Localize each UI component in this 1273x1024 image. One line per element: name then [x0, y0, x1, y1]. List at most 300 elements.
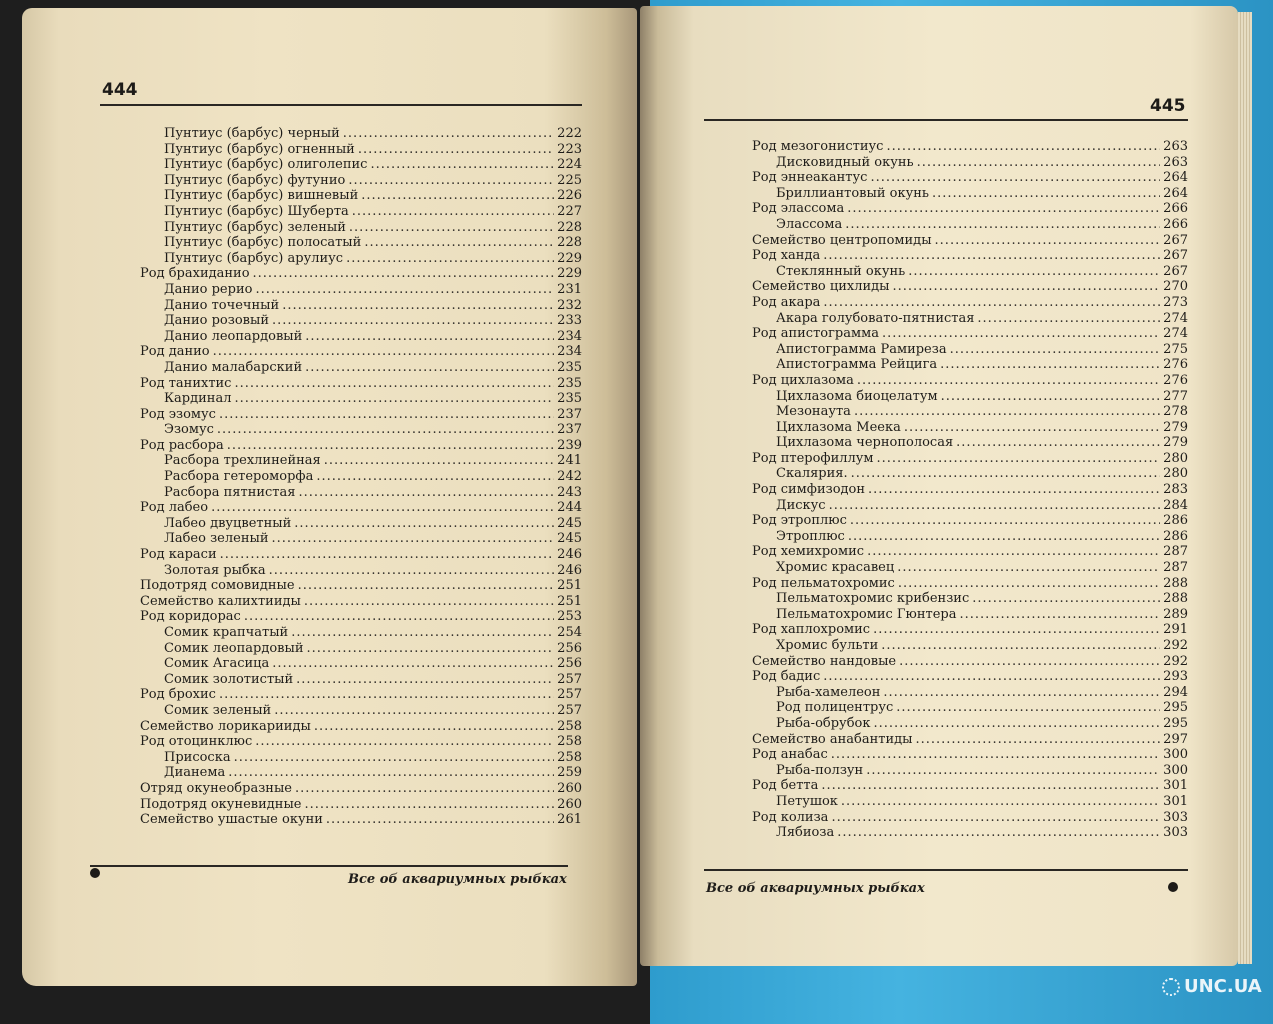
entry-title: Цихлазома чернополосая — [776, 435, 954, 451]
entry-title: Род птерофиллум — [752, 450, 874, 466]
entry-page-number: 286 — [1163, 528, 1188, 544]
entry-page-number: 276 — [1163, 357, 1188, 373]
index-list — [140, 126, 582, 828]
entry-page-number: 242 — [557, 469, 582, 485]
entry-title: Род караси — [140, 547, 217, 563]
entry-page-number: 295 — [1163, 700, 1188, 716]
entry-page-number: 270 — [1163, 279, 1188, 295]
entry-title: Лябиоза — [776, 825, 835, 841]
index-entry — [140, 453, 582, 469]
entry-title: Этроплюс — [776, 528, 845, 544]
dot-leader — [893, 279, 1161, 295]
entry-title: Хромис бульти — [776, 638, 879, 653]
index-entry — [140, 157, 582, 173]
entry-page-number: 256 — [557, 640, 582, 656]
index-entry — [140, 438, 582, 454]
index-entry — [140, 812, 582, 828]
entry-title: Расбора трехлинейная — [164, 453, 321, 469]
entry-title: Род эзомус — [140, 406, 216, 422]
entry-page-number: 245 — [557, 531, 582, 547]
dot-leader — [821, 778, 1160, 794]
dot-leader — [234, 750, 555, 766]
entry-page-number: 260 — [557, 796, 582, 812]
dot-leader — [294, 516, 554, 532]
entry-page-number: 260 — [557, 780, 582, 796]
dot-leader — [370, 157, 554, 173]
entry-title: Подотряд сомовидные — [140, 578, 295, 594]
index-entry — [140, 235, 582, 251]
index-entry — [752, 810, 1188, 826]
watermark — [1162, 976, 1262, 997]
entry-title: Лабео двуцветный — [164, 515, 292, 531]
entry-title: Семейство нандовые — [752, 653, 897, 669]
dot-leader — [244, 609, 554, 625]
index-entry — [752, 264, 1188, 280]
dot-leader — [213, 344, 555, 360]
entry-title: Расбора гетероморфа — [164, 469, 314, 485]
entry-page-number: 258 — [557, 734, 582, 750]
index-entry — [140, 500, 582, 516]
dot-leader — [314, 719, 554, 735]
dot-leader — [882, 326, 1160, 342]
entry-page-number: 280 — [1163, 450, 1188, 466]
entry-page-number: 229 — [557, 266, 582, 282]
entry-page-number: 257 — [557, 671, 582, 687]
dot-leader — [837, 825, 1160, 841]
entry-page-number: 267 — [1163, 232, 1188, 248]
index-entry — [140, 625, 582, 641]
dot-leader — [364, 235, 554, 251]
dot-leader — [904, 420, 1160, 436]
index-entry — [752, 669, 1188, 685]
index-entry — [140, 485, 582, 501]
index-entry — [140, 329, 582, 345]
entry-page-number: 277 — [1163, 388, 1188, 404]
entry-page-number: 289 — [1163, 606, 1188, 622]
index-entry — [752, 732, 1188, 748]
index-entry — [752, 357, 1188, 373]
entry-page-number: 266 — [1163, 216, 1188, 232]
index-entry — [140, 797, 582, 813]
entry-title: Отряд окунеобразные — [140, 780, 292, 796]
entry-page-number: 229 — [557, 250, 582, 266]
entry-page-number: 264 — [1163, 170, 1188, 186]
dot-leader — [272, 531, 555, 547]
entry-page-number: 231 — [557, 281, 582, 297]
dot-leader — [295, 781, 554, 797]
entry-title: Данио малабарский — [164, 359, 303, 375]
index-entry — [140, 142, 582, 158]
dot-leader — [217, 422, 554, 438]
entry-page-number: 280 — [1163, 466, 1188, 482]
dot-leader — [304, 594, 554, 610]
entry-page-number: 287 — [1163, 560, 1188, 576]
index-entry — [752, 342, 1188, 358]
entry-title: Род цихлазома — [752, 372, 854, 388]
entry-title: Род данио — [140, 344, 210, 360]
dot-leader — [935, 233, 1161, 249]
dot-leader — [227, 438, 554, 454]
dot-leader — [959, 607, 1160, 623]
entry-title: Хромис красавец — [776, 560, 895, 576]
index-entry — [140, 703, 582, 719]
dot-leader — [831, 747, 1160, 763]
index-entry — [140, 609, 582, 625]
entry-page-number: 276 — [1163, 372, 1188, 388]
dot-leader — [941, 389, 1161, 405]
entry-title: Сомик зеленый — [164, 702, 272, 718]
dot-leader — [868, 482, 1160, 498]
index-entry — [140, 407, 582, 423]
entry-page-number: 245 — [557, 515, 582, 531]
entry-page-number: 263 — [1163, 139, 1188, 154]
dot-leader — [956, 435, 1160, 451]
entry-title: Сомик леопардовый — [164, 640, 304, 656]
dot-leader — [873, 622, 1160, 638]
entry-page-number: 294 — [1163, 684, 1188, 700]
sunburst-icon — [1162, 978, 1180, 996]
bullet-icon — [90, 868, 100, 878]
entry-page-number: 237 — [557, 406, 582, 422]
dot-leader — [253, 266, 555, 282]
index-entry — [140, 734, 582, 750]
entry-title: Род коридорас — [140, 609, 241, 625]
entry-title: Пунтиус (барбус) арулиус — [164, 250, 344, 266]
dot-leader — [228, 765, 554, 781]
entry-page-number: 253 — [557, 609, 582, 625]
dot-leader — [291, 625, 554, 641]
dot-leader — [915, 732, 1160, 748]
dot-leader — [298, 578, 555, 594]
index-entry — [752, 482, 1188, 498]
index-entry — [752, 654, 1188, 670]
entry-title: Данио леопардовый — [164, 328, 303, 344]
index-entry — [140, 126, 582, 142]
dot-leader — [823, 295, 1160, 311]
index-entry — [752, 794, 1188, 810]
dot-leader — [972, 591, 1160, 607]
index-entry — [140, 531, 582, 547]
left-page — [22, 8, 637, 986]
entry-page-number: 254 — [557, 625, 582, 640]
dot-leader — [352, 204, 554, 220]
index-list — [752, 139, 1188, 841]
entry-title: Апистограмма Рейцига — [776, 357, 938, 373]
footer-rule — [90, 865, 568, 867]
dot-leader — [977, 311, 1160, 327]
dot-leader — [917, 155, 1161, 171]
entry-title: Род полицентрус — [776, 700, 894, 716]
entry-title: Кардинал — [164, 391, 232, 407]
watermark-text: UNC.UA — [1184, 976, 1262, 997]
index-entry — [140, 266, 582, 282]
entry-title: Бриллиантовый окунь — [776, 185, 929, 201]
index-entry — [752, 591, 1188, 607]
entry-title: Присоска — [164, 749, 231, 765]
index-entry — [140, 188, 582, 204]
entry-title: Пунтиус (барбус) олиголепис — [164, 157, 368, 173]
entry-title: Род апистограмма — [752, 326, 879, 342]
entry-page-number: 279 — [1163, 435, 1188, 451]
entry-title: Стеклянный окунь — [776, 263, 906, 279]
entry-title: Семейство ушастые окуни — [140, 812, 323, 828]
dot-leader — [854, 404, 1160, 420]
dot-leader — [841, 794, 1160, 810]
entry-title: Цихлазома Меека — [776, 419, 901, 435]
entry-page-number: 233 — [557, 313, 582, 329]
dot-leader — [348, 173, 554, 189]
index-entry — [752, 373, 1188, 389]
entry-page-number: 246 — [557, 547, 582, 563]
index-entry — [752, 544, 1188, 560]
entry-page-number: 237 — [557, 422, 582, 438]
index-entry — [140, 516, 582, 532]
entry-page-number: 274 — [1163, 326, 1188, 342]
index-entry — [140, 719, 582, 735]
dot-leader — [847, 201, 1160, 217]
entry-title: Пельматохромис крибензис — [776, 591, 970, 607]
entry-title: Скалярия. — [776, 466, 848, 482]
bullet-icon — [1168, 882, 1178, 892]
entry-title: Род бадис — [752, 669, 821, 685]
entry-title: Пунтиус (барбус) зеленый — [164, 219, 346, 235]
entry-title: Сомик золотистый — [164, 671, 294, 687]
entry-title: Пунтиус (барбус) Шуберта — [164, 203, 349, 219]
entry-page-number: 235 — [557, 391, 582, 407]
entry-page-number: 227 — [557, 203, 582, 219]
entry-page-number: 295 — [1163, 715, 1188, 731]
index-entry — [752, 529, 1188, 545]
index-entry — [752, 233, 1188, 249]
index-entry — [752, 716, 1188, 732]
dot-leader — [219, 687, 554, 703]
dot-leader — [296, 672, 554, 688]
entry-title: Апистограмма Рамиреза — [776, 341, 947, 357]
index-entry — [752, 700, 1188, 716]
index-entry — [752, 295, 1188, 311]
footer-rule — [704, 869, 1188, 871]
index-entry — [140, 391, 582, 407]
index-entry — [752, 778, 1188, 794]
entry-page-number: 256 — [557, 656, 582, 672]
entry-title: Расбора пятнистая — [164, 484, 296, 500]
dot-leader — [349, 220, 554, 236]
entry-title: Семейство цихлиды — [752, 279, 890, 295]
dot-leader — [899, 654, 1160, 670]
index-entry — [140, 469, 582, 485]
dot-leader — [932, 186, 1160, 202]
entry-title: Мезонаута — [776, 404, 851, 420]
dot-leader — [896, 700, 1160, 716]
index-entry — [140, 313, 582, 329]
dot-leader — [316, 469, 554, 485]
dot-leader — [877, 451, 1161, 467]
index-entry — [140, 204, 582, 220]
running-footer: Все об аквариумных рыбках — [348, 872, 567, 887]
index-entry — [752, 560, 1188, 576]
entry-title: Род брохис — [140, 687, 216, 703]
index-entry — [140, 547, 582, 563]
entry-page-number: 279 — [1163, 419, 1188, 435]
entry-title: Подотряд окуневидные — [140, 796, 302, 812]
dot-leader — [950, 342, 1161, 358]
index-entry — [140, 282, 582, 298]
index-entry — [752, 248, 1188, 264]
entry-page-number: 267 — [1163, 263, 1188, 279]
entry-title: Семейство центропомиды — [752, 232, 932, 248]
entry-page-number: 301 — [1163, 778, 1188, 794]
entry-title: Элассома — [776, 216, 843, 232]
entry-title: Род колиза — [752, 809, 829, 825]
entry-title: Цихлазома биоцелатум — [776, 388, 938, 404]
header-rule — [704, 119, 1188, 121]
index-entry — [140, 220, 582, 236]
entry-title: Род пельматохромис — [752, 575, 895, 591]
entry-title: Род ханда — [752, 248, 821, 264]
entry-title: Род акара — [752, 294, 821, 310]
dot-leader — [886, 139, 1160, 155]
entry-page-number: 286 — [1163, 513, 1188, 529]
dot-leader — [269, 563, 555, 579]
entry-page-number: 234 — [557, 344, 582, 360]
dot-leader — [850, 513, 1160, 529]
entry-title: Рыба-обрубок — [776, 715, 871, 731]
dot-leader — [343, 126, 554, 142]
dot-leader — [867, 544, 1160, 560]
index-entry — [752, 825, 1188, 841]
dot-leader — [870, 170, 1160, 186]
entry-title: Акара голубовато-пятнистая — [776, 310, 975, 326]
entry-title: Данио точечный — [164, 297, 280, 313]
index-entry — [140, 376, 582, 392]
entry-page-number: 232 — [557, 297, 582, 313]
dot-leader — [823, 669, 1160, 685]
index-entry — [752, 685, 1188, 701]
dot-leader — [255, 734, 554, 750]
dot-leader — [274, 703, 554, 719]
entry-title: Золотая рыбка — [164, 562, 266, 578]
entry-page-number: 303 — [1163, 809, 1188, 825]
dot-leader — [361, 188, 554, 204]
entry-page-number: 251 — [557, 578, 582, 594]
dot-leader — [282, 298, 554, 314]
entry-page-number: 258 — [557, 718, 582, 734]
running-footer: Все об аквариумных рыбках — [706, 881, 925, 896]
header-rule — [100, 104, 582, 106]
entry-page-number: 293 — [1163, 669, 1188, 685]
dot-leader — [326, 812, 554, 828]
entry-title: Петушок — [776, 793, 838, 809]
entry-page-number: 225 — [557, 172, 582, 188]
dot-leader — [305, 329, 554, 345]
index-entry — [752, 607, 1188, 623]
index-entry — [140, 298, 582, 314]
entry-page-number: 228 — [557, 235, 582, 251]
entry-title: Пунтиус (барбус) черный — [164, 126, 340, 141]
dot-leader — [219, 407, 554, 423]
entry-page-number: 228 — [557, 219, 582, 235]
entry-title: Род брахиданио — [140, 266, 250, 282]
entry-title: Род лабео — [140, 500, 209, 516]
entry-title: Род эннеакантус — [752, 170, 868, 186]
entry-title: Род этроплюс — [752, 513, 847, 529]
index-entry — [752, 186, 1188, 202]
index-entry — [752, 420, 1188, 436]
entry-page-number: 264 — [1163, 185, 1188, 201]
entry-title: Род отоцинклюс — [140, 734, 253, 750]
index-entry — [752, 389, 1188, 405]
entry-title: Дискус — [776, 497, 826, 513]
entry-page-number: 241 — [557, 453, 582, 469]
dot-leader — [883, 685, 1160, 701]
entry-title: Род симфизодон — [752, 482, 866, 498]
dot-leader — [358, 142, 554, 158]
entry-page-number: 246 — [557, 562, 582, 578]
index-entry — [140, 344, 582, 360]
index-entry — [752, 622, 1188, 638]
index-entry — [140, 656, 582, 672]
index-entry — [752, 326, 1188, 342]
index-entry — [140, 765, 582, 781]
entry-title: Дисковидный окунь — [776, 154, 914, 170]
index-entry — [140, 360, 582, 376]
dot-leader — [829, 498, 1161, 514]
entry-page-number: 300 — [1163, 762, 1188, 778]
entry-title: Рыба-ползун — [776, 762, 864, 778]
entry-page-number: 266 — [1163, 201, 1188, 217]
entry-title: Лабео зеленый — [164, 531, 269, 547]
index-entry — [752, 576, 1188, 592]
dot-leader — [220, 547, 555, 563]
dot-leader — [897, 560, 1160, 576]
entry-page-number: 243 — [557, 484, 582, 500]
index-entry — [752, 279, 1188, 295]
index-entry — [140, 641, 582, 657]
entry-title: Род бетта — [752, 778, 819, 794]
index-entry — [140, 672, 582, 688]
dot-leader — [255, 282, 554, 298]
dot-leader — [234, 376, 554, 392]
entry-page-number: 291 — [1163, 622, 1188, 638]
index-entry — [752, 498, 1188, 514]
index-entry — [752, 451, 1188, 467]
entry-title: Род танихтис — [140, 375, 232, 391]
index-entry — [752, 404, 1188, 420]
dot-leader — [298, 485, 554, 501]
right-page — [640, 6, 1238, 966]
dot-leader — [305, 797, 555, 813]
index-entry — [140, 251, 582, 267]
index-entry — [752, 311, 1188, 327]
entry-title: Пельматохромис Гюнтера — [776, 606, 957, 622]
entry-page-number: 273 — [1163, 294, 1188, 310]
dot-leader — [823, 248, 1160, 264]
dot-leader — [306, 641, 554, 657]
index-entry — [752, 201, 1188, 217]
index-entry — [140, 563, 582, 579]
dot-leader — [848, 529, 1160, 545]
entry-title: Семейство калихтииды — [140, 593, 301, 609]
index-entry — [752, 466, 1188, 482]
entry-title: Данио рерио — [164, 281, 253, 297]
entry-page-number: 301 — [1163, 793, 1188, 809]
index-entry — [140, 594, 582, 610]
dot-leader — [857, 373, 1160, 389]
entry-page-number: 297 — [1163, 731, 1188, 747]
entry-title: Рыба-хамелеон — [776, 684, 881, 700]
entry-page-number: 287 — [1163, 544, 1188, 560]
entry-page-number: 222 — [557, 126, 582, 141]
